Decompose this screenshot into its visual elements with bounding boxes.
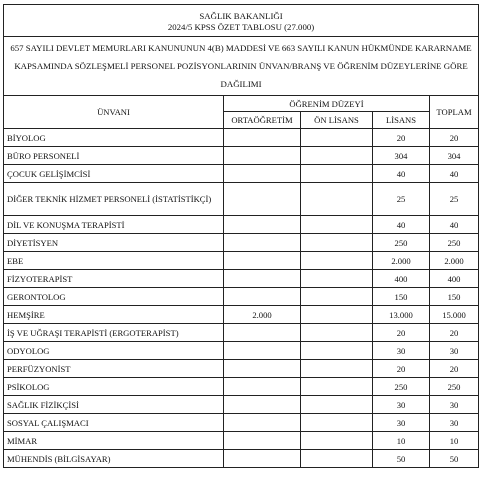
table-row [4, 378, 479, 396]
row-ortaogretim-cell [224, 129, 301, 147]
row-toplam-cell: 250 [430, 378, 479, 396]
row-onlisans-cell [301, 396, 373, 414]
row-name-cell: DİL VE KONUŞMA TERAPİSTİ [4, 216, 224, 234]
row-name-cell: DİĞER TEKNİK HİZMET PERSONELİ (İSTATİSTİKÇİ) [4, 183, 224, 216]
row-ortaogretim-cell [224, 270, 301, 288]
row-onlisans-cell [301, 147, 373, 165]
row-name-cell: PERFÜZYONİST [4, 360, 224, 378]
row-name-cell: DİYETİSYEN [4, 234, 224, 252]
table-row [4, 288, 479, 306]
ministry-name: SAĞLIK BAKANLIĞI [199, 11, 283, 21]
row-onlisans-cell [301, 288, 373, 306]
row-onlisans-cell [301, 414, 373, 432]
row-ortaogretim-cell [224, 147, 301, 165]
column-header-ortaogretim: ORTAÖĞRETİM [224, 112, 301, 129]
row-onlisans-cell [301, 378, 373, 396]
row-toplam-cell: 150 [430, 288, 479, 306]
row-toplam-cell: 30 [430, 414, 479, 432]
table-row [4, 324, 479, 342]
row-onlisans-cell [301, 342, 373, 360]
row-name-cell: SOSYAL ÇALIŞMACI [4, 414, 224, 432]
row-onlisans-cell [301, 165, 373, 183]
row-lisans-cell: 20 [373, 129, 430, 147]
row-lisans-cell: 2.000 [373, 252, 430, 270]
table-row [4, 165, 479, 183]
row-toplam-cell: 30 [430, 342, 479, 360]
row-name-cell: PSİKOLOG [4, 378, 224, 396]
row-name-cell: MÜHENDİS (BİLGİSAYAR) [4, 450, 224, 468]
table-row [4, 396, 479, 414]
row-lisans-cell: 250 [373, 234, 430, 252]
table-row [4, 414, 479, 432]
row-lisans-cell: 150 [373, 288, 430, 306]
row-lisans-cell: 30 [373, 342, 430, 360]
table-row [4, 450, 479, 468]
row-ortaogretim-cell: 2.000 [224, 306, 301, 324]
row-name-cell: FİZYOTERAPİST [4, 270, 224, 288]
row-toplam-cell: 40 [430, 165, 479, 183]
row-onlisans-cell [301, 270, 373, 288]
row-onlisans-cell [301, 129, 373, 147]
row-ortaogretim-cell [224, 378, 301, 396]
row-name-cell: BİYOLOG [4, 129, 224, 147]
row-toplam-cell: 250 [430, 234, 479, 252]
row-name-cell: İŞ VE UĞRAŞI TERAPİSTİ (ERGOTERAPİST) [4, 324, 224, 342]
row-lisans-cell: 250 [373, 378, 430, 396]
row-onlisans-cell [301, 324, 373, 342]
table-row [4, 270, 479, 288]
row-lisans-cell: 20 [373, 360, 430, 378]
column-header-lisans: LİSANS [373, 112, 430, 129]
row-onlisans-cell [301, 183, 373, 216]
row-name-cell: SAĞLIK FİZİKÇİSİ [4, 396, 224, 414]
row-toplam-cell: 400 [430, 270, 479, 288]
row-lisans-cell: 40 [373, 165, 430, 183]
row-ortaogretim-cell [224, 252, 301, 270]
row-toplam-cell: 40 [430, 216, 479, 234]
row-onlisans-cell [301, 216, 373, 234]
row-lisans-cell: 40 [373, 216, 430, 234]
table-row [4, 129, 479, 147]
row-toplam-cell: 304 [430, 147, 479, 165]
table-subtitle: 2024/5 KPSS ÖZET TABLOSU (27.000) [167, 21, 315, 32]
table-title [4, 5, 479, 37]
row-onlisans-cell [301, 450, 373, 468]
column-header-onlisans: ÖN LİSANS [301, 112, 373, 129]
row-name-cell: HEMŞİRE [4, 306, 224, 324]
row-lisans-cell: 10 [373, 432, 430, 450]
row-onlisans-cell [301, 252, 373, 270]
row-name-cell: ODYOLOG [4, 342, 224, 360]
row-name-cell: EBE [4, 252, 224, 270]
row-ortaogretim-cell [224, 396, 301, 414]
row-toplam-cell: 15.000 [430, 306, 479, 324]
table-row [4, 183, 479, 216]
table-row [4, 306, 479, 324]
table-row [4, 252, 479, 270]
row-ortaogretim-cell [224, 183, 301, 216]
row-lisans-cell: 20 [373, 324, 430, 342]
row-onlisans-cell [301, 360, 373, 378]
row-ortaogretim-cell [224, 288, 301, 306]
row-lisans-cell: 50 [373, 450, 430, 468]
row-onlisans-cell [301, 306, 373, 324]
row-ortaogretim-cell [224, 342, 301, 360]
row-toplam-cell: 2.000 [430, 252, 479, 270]
kpss-summary-table [3, 4, 479, 468]
row-toplam-cell: 20 [430, 324, 479, 342]
column-header-unvan: ÜNVANI [4, 96, 224, 129]
row-ortaogretim-cell [224, 450, 301, 468]
row-lisans-cell: 30 [373, 414, 430, 432]
table-row [4, 216, 479, 234]
table-row [4, 360, 479, 378]
table-row [4, 432, 479, 450]
row-ortaogretim-cell [224, 165, 301, 183]
row-name-cell: ÇOCUK GELİŞİMCİSİ [4, 165, 224, 183]
row-onlisans-cell [301, 432, 373, 450]
row-ortaogretim-cell [224, 324, 301, 342]
table-row [4, 234, 479, 252]
row-name-cell: MİMAR [4, 432, 224, 450]
row-lisans-cell: 304 [373, 147, 430, 165]
row-lisans-cell: 400 [373, 270, 430, 288]
column-group-ogrenim: ÖĞRENİM DÜZEYİ [224, 96, 430, 112]
summary-table-sheet [3, 4, 478, 468]
row-name-cell: BÜRO PERSONELİ [4, 147, 224, 165]
table-row [4, 147, 479, 165]
row-toplam-cell: 30 [430, 396, 479, 414]
row-lisans-cell: 13.000 [373, 306, 430, 324]
table-body [4, 129, 479, 468]
row-ortaogretim-cell [224, 234, 301, 252]
row-toplam-cell: 50 [430, 450, 479, 468]
table-row [4, 342, 479, 360]
row-onlisans-cell [301, 234, 373, 252]
column-header-toplam: TOPLAM [430, 96, 479, 129]
row-lisans-cell: 30 [373, 396, 430, 414]
row-toplam-cell: 10 [430, 432, 479, 450]
table-description: 657 SAYILI DEVLET MEMURLARI KANUNUNUN 4(B) MADDESİ VE 663 SAYILI KANUN HÜKMÜNDE KARARNAME KAPSAMINDA SÖZLEŞMELİ PERSONEL POZİSYONLARININ ÜNVAN/BRANŞ VE ÖĞRENİM DÜZEYLERİNE GÖRE DAĞILIMI [4, 37, 479, 96]
row-ortaogretim-cell [224, 216, 301, 234]
row-toplam-cell: 20 [430, 129, 479, 147]
row-ortaogretim-cell [224, 414, 301, 432]
row-toplam-cell: 20 [430, 360, 479, 378]
row-ortaogretim-cell [224, 360, 301, 378]
row-ortaogretim-cell [224, 432, 301, 450]
row-lisans-cell: 25 [373, 183, 430, 216]
row-name-cell: GERONTOLOG [4, 288, 224, 306]
row-toplam-cell: 25 [430, 183, 479, 216]
